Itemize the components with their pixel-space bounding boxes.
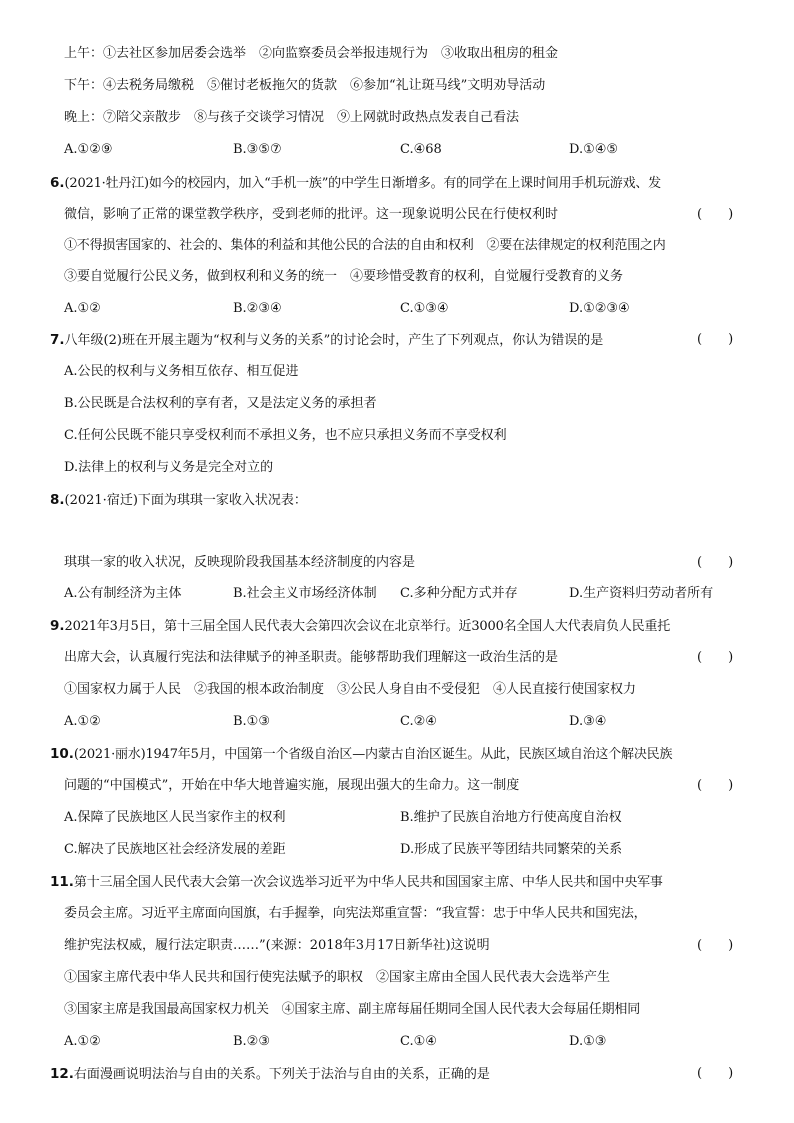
option-d: D.生产资料归劳动者所有 xyxy=(569,586,714,601)
question-7-line xyxy=(50,331,603,350)
option-d: D.①④⑤ xyxy=(569,142,619,157)
option-d: D.①③ xyxy=(569,1034,607,1049)
answer-parentheses: ( ) xyxy=(697,207,734,222)
statement-line: ③要自觉履行公民义务，做到权利和义务的统一 ④要珍惜受教育的权利，自觉履行受教育的义务 xyxy=(64,269,624,284)
question-8-line xyxy=(50,491,307,510)
option-b: B.维护了民族自治地方行使高度自治权 xyxy=(400,810,622,825)
option-b: B.公民既是合法权利的享有者，又是法定义务的承担者 xyxy=(64,396,377,411)
answer-parentheses: ( ) xyxy=(697,555,734,570)
question-stem: 第十三届全国人民代表大会第一次会议选举习近平为中华人民共和国国家主席、中华人民共和国中央军事 xyxy=(73,875,663,890)
question-number: 12. xyxy=(50,1066,74,1082)
question-stem: 八年级(2)班在开展主题为“权利与义务的关系”的讨论会时，产生了下列观点，你认为错误的是 xyxy=(64,333,604,348)
option-a: A.①② xyxy=(64,714,101,729)
answer-parentheses: ( ) xyxy=(697,332,734,347)
option-d: D.法律上的权利与义务是完全对立的 xyxy=(64,460,274,475)
schedule-morning: 上午：①去社区参加居委会选举 ②向监察委员会举报违规行为 ③收取出租房的租金 xyxy=(64,46,559,61)
option-b: B.①③ xyxy=(233,714,270,729)
schedule-afternoon: 下午：④去税务局缴税 ⑤催讨老板拖欠的货款 ⑥参加“礼让斑马线”文明劝导活动 xyxy=(64,78,546,93)
question-number: 11. xyxy=(50,874,74,890)
answer-parentheses: ( ) xyxy=(697,1066,734,1081)
option-b: B.③⑤⑦ xyxy=(233,142,282,157)
question-number: 6. xyxy=(50,175,65,191)
answer-parentheses: ( ) xyxy=(697,778,734,793)
option-b: B.②③④ xyxy=(233,301,282,316)
question-9-line xyxy=(50,617,670,636)
statement-line: ①国家权力属于人民 ②我国的根本政治制度 ③公民人身自由不受侵犯 ④人民直接行使国家权力 xyxy=(64,682,637,697)
question-number: 8. xyxy=(50,492,65,508)
option-c: C.任何公民既不能只享受权利而不承担义务，也不应只承担义务而不享受权利 xyxy=(64,428,507,443)
option-b: B.社会主义市场经济体制 xyxy=(233,586,377,601)
answer-parentheses: ( ) xyxy=(697,650,734,665)
schedule-evening: 晚上：⑦陪父亲散步 ⑧与孩子交谈学习情况 ⑨上网就时政热点发表自己看法 xyxy=(64,110,520,125)
statement-line: ①不得损害国家的、社会的、集体的利益和其他公民的合法的自由和权利 ②要在法律规定的权利范围之内 xyxy=(64,238,666,253)
option-d: D.①②③④ xyxy=(569,301,630,316)
question-stem: (2021·牡丹江)如今的校园内，加入“手机一族”的中学生日渐增多。有的同学在上课时间用手机玩游戏、发 xyxy=(64,176,661,191)
option-a: A.保障了民族地区人民当家作主的权利 xyxy=(64,810,286,825)
statement-line: ③国家主席是我国最高国家权力机关 ④国家主席、副主席每届任期同全国人民代表大会每届任期相同 xyxy=(64,1002,641,1017)
option-a: A.①② xyxy=(64,301,101,316)
question-number: 10. xyxy=(50,746,74,762)
question-stem: 右面漫画说明法治与自由的关系。下列关于法治与自由的关系，正确的是 xyxy=(73,1067,490,1082)
answer-parentheses: ( ) xyxy=(697,938,734,953)
question-10-line-2: 问题的“中国模式”，开始在中华大地普遍实施，展现出强大的生命力。这一制度 xyxy=(64,778,520,793)
question-11-line-2: 委员会主席。习近平主席面向国旗，右手握拳，向宪法郑重宣誓：“我宣誓：忠于中华人民共和国宪法， xyxy=(64,906,647,921)
option-c: C.④68 xyxy=(400,142,442,157)
option-c: C.②④ xyxy=(400,714,437,729)
question-8-line-2: 琪琪一家的收入状况，反映现阶段我国基本经济制度的内容是 xyxy=(64,555,416,570)
question-stem: (2021·丽水)1947年5月，中国第一个省级自治区—内蒙古自治区诞生。从此，民族区域自治这个解决民族 xyxy=(73,747,673,762)
question-11-line xyxy=(50,873,663,892)
option-a: A.①②⑨ xyxy=(64,142,113,157)
question-9-line-2: 出席大会，认真履行宪法和法律赋予的神圣职责。能够帮助我们理解这一政治生活的是 xyxy=(64,650,559,665)
question-11-line-3: 维护宪法权威，履行法定职责……”(来源：2018年3月17日新华社)这说明 xyxy=(64,938,490,953)
option-a: A.公有制经济为主体 xyxy=(64,586,182,601)
question-12-line xyxy=(50,1065,490,1084)
statement-line: ①国家主席代表中华人民共和国行使宪法赋予的职权 ②国家主席由全国人民代表大会选举产生 xyxy=(64,970,611,985)
option-a: A.公民的权利与义务相互依存、相互促进 xyxy=(64,364,299,379)
question-stem: 2021年3月5日，第十三届全国人民代表大会第四次会议在北京举行。近3000名全国人大代表肩负人民重托 xyxy=(64,619,671,634)
option-a: A.①② xyxy=(64,1034,101,1049)
question-10-line xyxy=(50,745,672,764)
question-6-line-2: 微信，影响了正常的课堂教学秩序，受到老师的批评。这一现象说明公民在行使权利时 xyxy=(64,207,559,222)
option-c: C.①③④ xyxy=(400,301,449,316)
option-d: D.③④ xyxy=(569,714,607,729)
question-number: 9. xyxy=(50,618,65,634)
question-number: 7. xyxy=(50,332,65,348)
option-d: D.形成了民族平等团结共同繁荣的关系 xyxy=(400,842,623,857)
option-b: B.②③ xyxy=(233,1034,270,1049)
option-c: C.多种分配方式并存 xyxy=(400,586,518,601)
question-6-line xyxy=(50,174,661,193)
option-c: C.①④ xyxy=(400,1034,437,1049)
option-c: C.解决了民族地区社会经济发展的差距 xyxy=(64,842,286,857)
question-stem: (2021·宿迁)下面为琪琪一家收入状况表： xyxy=(64,493,307,508)
